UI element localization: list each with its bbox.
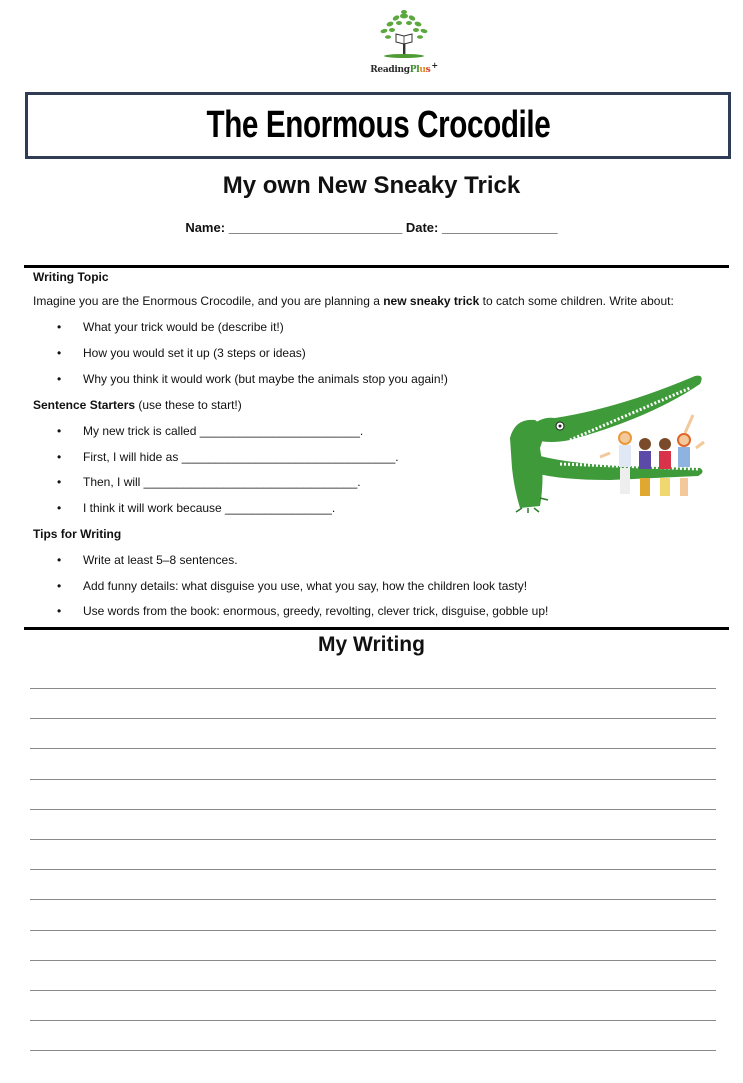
starter-bullet: • I think it will work because ________________. (57, 501, 336, 515)
topic-bullet: • How you would set it up (3 steps or ideas) (57, 346, 306, 360)
date-label: Date: (405, 220, 439, 235)
section-divider-bottom (24, 627, 729, 630)
writing-line[interactable] (30, 960, 716, 961)
logo-wordmark (356, 60, 452, 76)
writing-line[interactable] (30, 718, 716, 719)
writing-line[interactable] (30, 990, 716, 991)
title-box (25, 92, 731, 159)
writing-topic-intro (33, 294, 674, 309)
tip-bullet: • Use words from the book: enormous, greedy, revolting, clever trick, disguise, gobble up! (57, 604, 549, 618)
logo-plus-mark: + (431, 60, 438, 70)
name-date-line (0, 220, 743, 236)
tip-bullet: • Write at least 5–8 sentences. (57, 553, 238, 567)
name-label: Name: (185, 220, 226, 235)
bullet-icon: • (57, 346, 62, 360)
bullet-icon: • (57, 579, 62, 593)
topic-bullet: • Why you think it would work (but maybe the animals stop you again!) (57, 372, 448, 386)
writing-line[interactable] (30, 1020, 716, 1021)
logo-word-reading: Reading (370, 65, 410, 75)
bullet-icon: • (57, 501, 62, 515)
writing-line[interactable] (30, 869, 716, 870)
bullet-icon: • (57, 604, 62, 618)
section-divider-top (24, 265, 729, 268)
starter-bullet: • My new trick is called ________________________. (57, 424, 364, 438)
starters-heading-bold: Sentence Starters (33, 398, 136, 412)
crocodile-illustration (500, 368, 710, 516)
tips-heading: Tips for Writing (33, 527, 122, 541)
tree-book-logo-icon (366, 8, 442, 62)
writing-line[interactable] (30, 779, 716, 780)
children-figures (600, 415, 704, 496)
bullet-icon: • (57, 424, 62, 438)
intro-text-end: to catch some children. Write about: (479, 294, 674, 308)
bullet-icon: • (57, 553, 62, 567)
bullet-icon: • (57, 372, 62, 386)
tip-bullet: • Add funny details: what disguise you use, what you say, how the children look tasty! (57, 579, 528, 593)
starter-bullet: • First, I will hide as ________________________________. (57, 450, 399, 464)
bullet-icon: • (57, 475, 62, 489)
writing-topic-heading: Writing Topic (33, 270, 109, 284)
intro-text: Imagine you are the Enormous Crocodile, and you are planning a (33, 294, 384, 308)
name-field[interactable]: ________________________ (228, 220, 403, 235)
page-title: The Enormous Crocodile (206, 104, 550, 146)
bullet-icon: • (57, 450, 62, 464)
writing-line[interactable] (30, 899, 716, 900)
writing-line[interactable] (30, 1050, 716, 1051)
reading-plus-logo (356, 8, 452, 80)
intro-emphasis: new sneaky trick (383, 294, 480, 308)
writing-line[interactable] (30, 748, 716, 749)
page-subtitle: My own New Sneaky Trick (222, 172, 521, 199)
writing-line[interactable] (30, 688, 716, 689)
writing-line[interactable] (30, 839, 716, 840)
bullet-icon: • (57, 320, 62, 334)
date-field[interactable]: ________________ (441, 220, 558, 235)
writing-line[interactable] (30, 809, 716, 810)
writing-line[interactable] (30, 930, 716, 931)
starters-heading-note: (use these to start!) (135, 398, 242, 412)
sentence-starters-heading (33, 398, 242, 413)
crocodile-with-children-illustration (500, 368, 710, 516)
starter-bullet: • Then, I will ________________________________. (57, 475, 361, 489)
topic-bullet: • What your trick would be (describe it!) (57, 320, 284, 334)
my-writing-heading: My Writing (318, 633, 425, 656)
logo-word-plus: Plus (409, 65, 431, 75)
